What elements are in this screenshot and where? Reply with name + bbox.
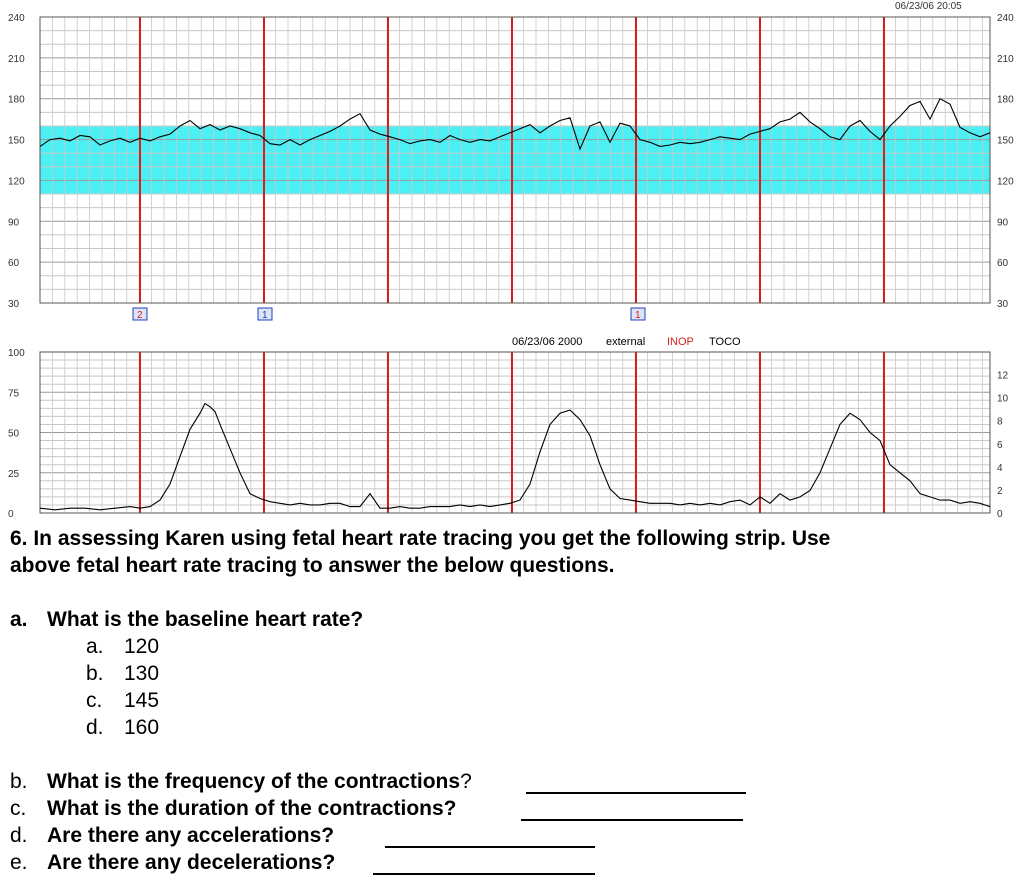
fhr-ytick-right: 180 [997,94,1014,106]
fhr-ytick-right: 120 [997,176,1014,188]
answer-blank-d[interactable] [385,826,595,848]
fhr-ytick-right: 240 [997,13,1014,24]
subq-letter: e. [10,851,28,874]
question-a-text: What is the baseline heart rate? [47,608,364,631]
event-marker-label: 1 [262,310,268,321]
option-letter: a. [86,635,104,658]
fhr-ytick-right: 150 [997,135,1014,147]
question-heading-line2: above fetal heart rate tracing to answer the below questions. [10,554,615,577]
question-heading-line1: 6. In assessing Karen using fetal heart rate tracing you get the following strip. Use [10,527,831,550]
fhr-ytick-left: 120 [8,176,25,188]
toco-header [512,336,741,348]
subq-letter: d. [10,824,28,847]
fhr-ytick-right: 30 [997,299,1009,310]
header-mode: external [606,336,646,348]
toco-ytick-right: 12 [997,370,1009,382]
fhr-ytick-left: 180 [8,94,25,106]
fhr-ytick-left: 30 [8,299,20,310]
toco-ytick-right: 4 [997,462,1003,474]
toco-ytick-right: 8 [997,416,1003,428]
toco-ytick-left: 75 [8,388,20,400]
fhr-ytick-left: 210 [8,53,25,65]
option-text: 145 [124,689,160,712]
answer-blank-c[interactable] [521,799,743,821]
fhr-normal-band [40,126,990,194]
fhr-ytick-left: 90 [8,217,20,229]
toco-ytick-right: 2 [997,485,1003,497]
subq-c-text: What is the duration of the contractions? [47,797,457,820]
event-marker-label: 2 [137,310,143,321]
question-a-marker: a. [10,608,28,631]
fhr-ytick-left: 150 [8,135,25,147]
toco-ytick-left: 100 [8,348,25,359]
toco-ytick-right: 10 [997,393,1009,405]
fhr-ytick-right: 90 [997,217,1009,229]
toco-ytick-right: 6 [997,439,1003,451]
toco-ytick-left: 50 [8,428,20,440]
fhr-ytick-left: 240 [8,13,25,24]
option-letter: d. [86,716,104,739]
fhr-ytick-right: 210 [997,53,1014,65]
toco-ytick-left: 25 [8,468,20,480]
toco-ytick-left: 0 [8,509,14,520]
header-toco: TOCO [709,336,741,348]
toco-chart [8,348,1009,520]
top-timestamp: 06/23/06 20:05 [895,1,962,12]
subq-e-text: Are there any decelerations? [47,851,336,874]
fhr-ytick-right: 60 [997,258,1009,270]
subq-b [47,768,472,795]
option-text: 120 [124,635,160,658]
subq-letter: c. [10,797,27,820]
subq-letter: b. [10,770,28,793]
subq-b-text: What is the frequency of the contractions [47,770,461,793]
subq-b-suffix: ? [460,770,472,793]
fhr-chart [8,13,1014,321]
fhr-ytick-left: 60 [8,258,20,270]
header-date: 06/23/06 2000 [512,336,583,348]
option-text: 160 [124,716,160,739]
subq-d-text: Are there any accelerations? [47,824,335,847]
event-marker-label: 1 [635,310,641,321]
option-letter: b. [86,662,104,685]
answer-blank-e[interactable] [373,853,595,875]
header-inop: INOP [667,336,694,348]
answer-blank-b[interactable] [526,772,746,794]
toco-ytick-right: 0 [997,509,1003,520]
option-letter: c. [86,689,103,712]
option-text: 130 [124,662,160,685]
